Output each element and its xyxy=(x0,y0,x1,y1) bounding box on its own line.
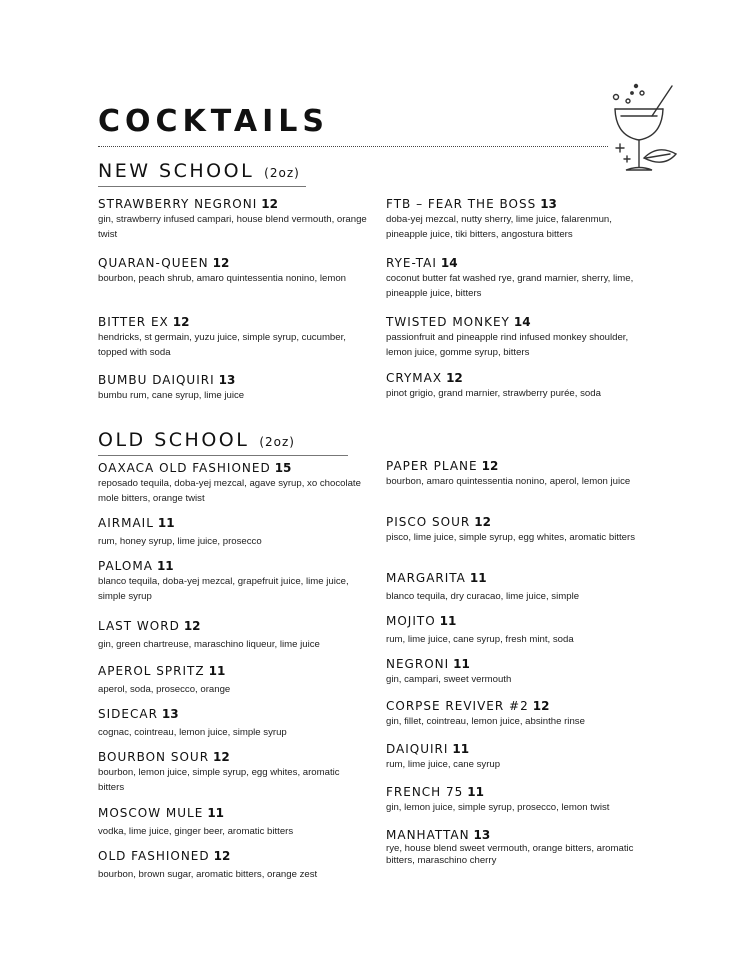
item-description: gin, fillet, cointreau, lemon juice, absinthe rinse xyxy=(386,716,585,727)
item-name: OLD FASHIONED xyxy=(98,849,210,863)
menu-item xyxy=(98,750,368,795)
item-description: blanco tequila, dry curacao, lime juice, simple xyxy=(386,591,580,602)
item-price: 13 xyxy=(473,828,491,842)
item-name: AIRMAIL xyxy=(98,516,154,530)
item-name: APEROL SPRITZ xyxy=(98,664,205,678)
item-price: 13 xyxy=(161,707,179,721)
item-description: rum, lime juice, cane syrup xyxy=(386,759,501,770)
item-price: 11 xyxy=(439,614,457,628)
item-name: TWISTED MONKEY xyxy=(386,315,510,329)
item-description: doba-yej mezcal, nutty sherry, lime juice, falarenmun, pineapple juice, tiki bitters, angostura bitters xyxy=(386,214,612,240)
item-price: 12 xyxy=(481,459,499,473)
item-description: hendricks, st germain, yuzu juice, simple syrup, cucumber, topped with soda xyxy=(98,332,346,358)
item-description: bourbon, amaro quintessentia nonino, aperol, lemon juice xyxy=(386,476,631,487)
item-price: 12 xyxy=(446,371,463,385)
item-name: PALOMA xyxy=(98,559,153,573)
item-description: blanco tequila, doba-yej mezcal, grapefruit juice, lime juice, simple syrup xyxy=(98,576,349,602)
item-price: 11 xyxy=(467,785,484,799)
menu-item xyxy=(98,516,368,549)
item-price: 11 xyxy=(157,516,175,530)
item-description: rye, house blend sweet vermouth, orange bitters, aromatic bitters, maraschino cherry xyxy=(386,843,634,866)
cocktail-glass-icon xyxy=(606,80,682,176)
item-description: coconut butter fat washed rye, grand marnier, sherry, lime, pineapple juice, bitters xyxy=(386,273,634,299)
item-price: 11 xyxy=(156,559,174,573)
item-name: CORPSE REVIVER #2 xyxy=(386,699,529,713)
item-name: SIDECAR xyxy=(98,707,158,721)
item-description: pinot grigio, grand marnier, strawberry purée, soda xyxy=(386,388,601,399)
item-description: gin, strawberry infused campari, house blend vermouth, orange twist xyxy=(98,214,367,240)
item-name: QUARAN-QUEEN xyxy=(98,256,209,270)
item-price: 11 xyxy=(452,742,470,756)
item-name: MOJITO xyxy=(386,614,436,628)
item-name: PAPER PLANE xyxy=(386,459,478,473)
menu-item xyxy=(386,571,656,604)
item-price: 12 xyxy=(183,619,201,633)
item-name: MOSCOW MULE xyxy=(98,806,204,820)
item-name: NEGRONI xyxy=(386,657,450,671)
menu-item xyxy=(386,699,656,729)
item-description: cognac, cointreau, lemon juice, simple syrup xyxy=(98,727,287,738)
item-name: MANHATTAN xyxy=(386,828,470,842)
item-name: PISCO SOUR xyxy=(386,515,471,529)
item-description: passionfruit and pineapple rind infused monkey shoulder, lemon juice, gomme syrup, bitters xyxy=(386,332,629,358)
item-description: rum, lime juice, cane syrup, fresh mint, soda xyxy=(386,634,574,645)
section-underline xyxy=(98,186,306,187)
item-price: 13 xyxy=(540,197,557,211)
menu-item xyxy=(98,619,368,652)
item-description: bourbon, brown sugar, aromatic bitters, orange zest xyxy=(98,869,318,880)
menu-item xyxy=(98,806,368,839)
menu-item xyxy=(98,373,368,403)
page-title: COCKTAILS xyxy=(98,104,330,139)
menu-item xyxy=(386,785,656,815)
serving-size: (2oz) xyxy=(264,166,300,180)
item-name: MARGARITA xyxy=(386,571,466,585)
section-underline xyxy=(98,455,348,456)
item-price: 12 xyxy=(213,750,230,764)
menu-item xyxy=(386,614,656,647)
item-price: 12 xyxy=(474,515,491,529)
menu-item xyxy=(386,742,656,772)
item-price: 12 xyxy=(532,699,550,713)
menu-item xyxy=(386,459,656,489)
item-description: pisco, lime juice, simple syrup, egg whites, aromatic bitters xyxy=(386,532,635,543)
item-name: BOURBON SOUR xyxy=(98,750,210,764)
item-description: rum, honey syrup, lime juice, prosecco xyxy=(98,536,262,547)
item-description: gin, campari, sweet vermouth xyxy=(386,674,512,685)
item-price: 15 xyxy=(274,461,292,475)
item-price: 14 xyxy=(440,256,458,270)
menu-item xyxy=(386,256,656,301)
item-name: FRENCH 75 xyxy=(386,785,464,799)
item-description: bourbon, peach shrub, amaro quintessentia nonino, lemon xyxy=(98,273,347,284)
serving-size: (2oz) xyxy=(259,435,295,449)
item-description: vodka, lime juice, ginger beer, aromatic bitters xyxy=(98,826,294,837)
menu-item xyxy=(98,197,368,242)
item-name: CRYMAX xyxy=(386,371,443,385)
menu-item xyxy=(386,371,656,401)
item-description: gin, lemon juice, simple syrup, prosecco, lemon twist xyxy=(386,802,610,813)
item-name: STRAWBERRY NEGRONI xyxy=(98,197,258,211)
menu-item xyxy=(98,315,368,360)
menu-item xyxy=(98,707,368,740)
item-price: 11 xyxy=(453,657,470,671)
item-price: 13 xyxy=(218,373,236,387)
menu-item xyxy=(386,315,656,360)
item-name: OAXACA OLD FASHIONED xyxy=(98,461,271,475)
item-description: reposado tequila, doba-yej mezcal, agave syrup, xo chocolate mole bitters, orange twist xyxy=(98,478,361,504)
menu-item xyxy=(386,515,656,545)
menu-item xyxy=(386,197,656,242)
item-price: 12 xyxy=(172,315,190,329)
item-price: 12 xyxy=(261,197,278,211)
menu-item xyxy=(386,657,656,687)
menu-item xyxy=(98,256,368,286)
menu-item xyxy=(98,849,368,882)
item-price: 11 xyxy=(207,806,225,820)
section-title-old-school: OLD SCHOOL (2oz) xyxy=(98,429,295,451)
menu-item xyxy=(386,828,656,867)
item-price: 11 xyxy=(208,664,226,678)
item-description: bourbon, lemon juice, simple syrup, egg whites, aromatic bitters xyxy=(98,767,340,793)
item-description: bumbu rum, cane syrup, lime juice xyxy=(98,390,245,401)
item-price: 11 xyxy=(469,571,487,585)
item-name: FTB – FEAR THE BOSS xyxy=(386,197,537,211)
item-description: gin, green chartreuse, maraschino liqueur, lime juice xyxy=(98,639,320,650)
item-description: aperol, soda, prosecco, orange xyxy=(98,684,231,695)
item-name: LAST WORD xyxy=(98,619,180,633)
menu-item xyxy=(98,461,368,506)
item-name: BITTER EX xyxy=(98,315,169,329)
item-price: 12 xyxy=(213,849,231,863)
section-title-new-school: NEW SCHOOL (2oz) xyxy=(98,160,300,182)
item-price: 12 xyxy=(212,256,230,270)
title-divider xyxy=(98,146,608,147)
item-name: BUMBU DAIQUIRI xyxy=(98,373,215,387)
item-name: DAIQUIRI xyxy=(386,742,449,756)
menu-item xyxy=(98,664,368,697)
item-price: 14 xyxy=(513,315,531,329)
item-name: RYE-TAI xyxy=(386,256,437,270)
menu-item xyxy=(98,559,368,604)
